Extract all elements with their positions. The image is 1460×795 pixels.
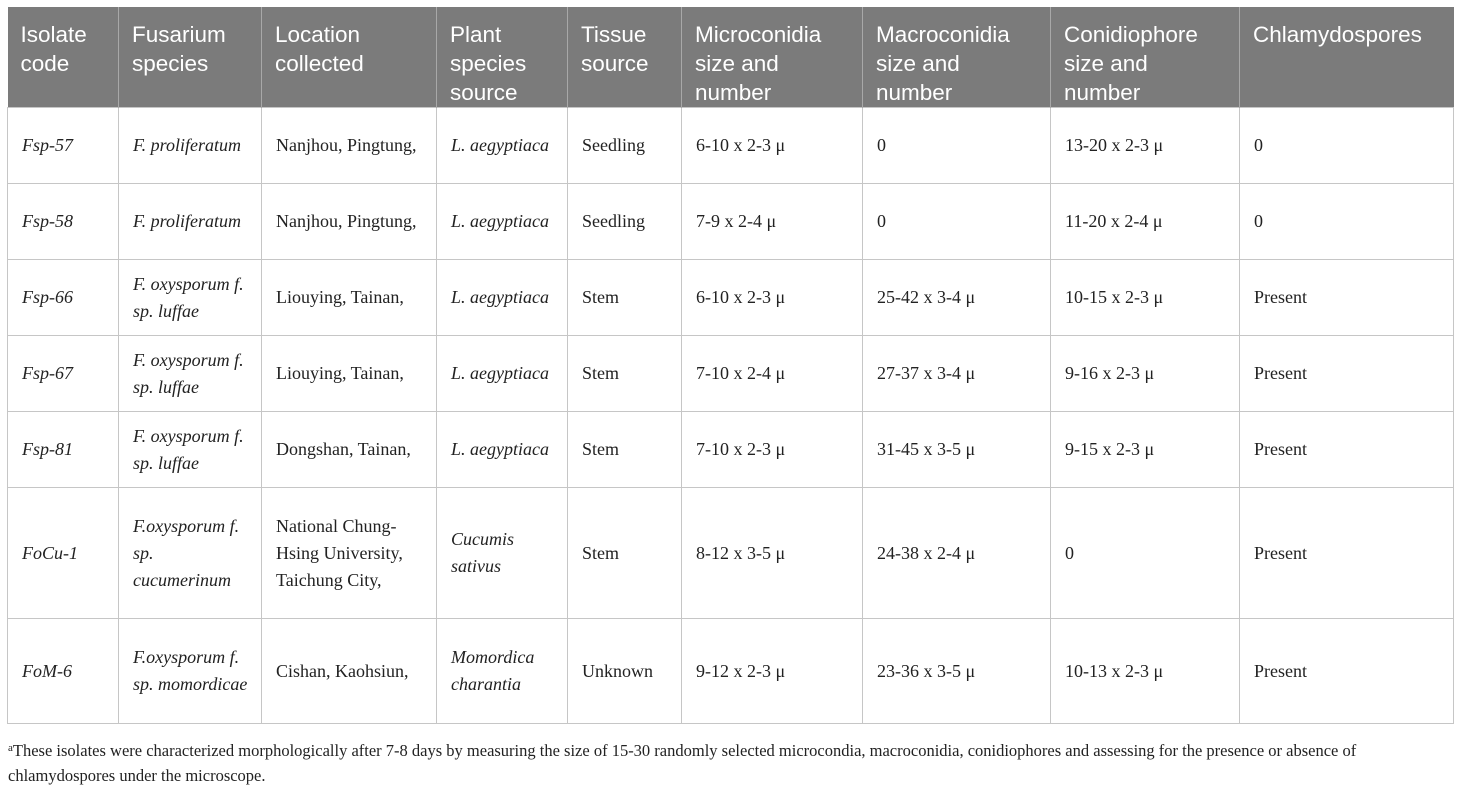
cell-isolate-code: FoCu-1 bbox=[8, 488, 119, 619]
isolate-table bbox=[7, 7, 1454, 724]
cell-conidiophore: 13-20 x 2-3 μ bbox=[1051, 108, 1240, 184]
cell-chlamydospores: 0 bbox=[1240, 184, 1454, 260]
cell-plant-species: L. aegyptiaca bbox=[437, 336, 568, 412]
cell-macroconidia: 27-37 x 3-4 μ bbox=[863, 336, 1051, 412]
cell-microconidia: 7-9 x 2-4 μ bbox=[682, 184, 863, 260]
cell-conidiophore: 9-16 x 2-3 μ bbox=[1051, 336, 1240, 412]
header-chlamydospores: Chlamydospores bbox=[1240, 7, 1454, 108]
cell-location: National Chung-Hsing University, Taichung City, bbox=[262, 488, 437, 619]
cell-isolate-code: Fsp-58 bbox=[8, 184, 119, 260]
cell-macroconidia: 23-36 x 3-5 μ bbox=[863, 619, 1051, 724]
table-row bbox=[8, 184, 1454, 260]
cell-location: Liouying, Tainan, bbox=[262, 336, 437, 412]
cell-fusarium-species: F. proliferatum bbox=[119, 184, 262, 260]
table-row bbox=[8, 336, 1454, 412]
header-plant-species-source: Plant species source bbox=[437, 7, 568, 108]
cell-isolate-code: Fsp-66 bbox=[8, 260, 119, 336]
cell-plant-species: L. aegyptiaca bbox=[437, 184, 568, 260]
cell-microconidia: 6-10 x 2-3 μ bbox=[682, 260, 863, 336]
table-row bbox=[8, 412, 1454, 488]
cell-location: Liouying, Tainan, bbox=[262, 260, 437, 336]
cell-plant-species: L. aegyptiaca bbox=[437, 260, 568, 336]
table-row bbox=[8, 260, 1454, 336]
footnote-marker: a bbox=[8, 742, 13, 754]
cell-fusarium-species: F.oxysporum f. sp. momordicae bbox=[119, 619, 262, 724]
footnote-text: These isolates were characterized morphologically after 7-8 days by measuring the size of 15-30 randomly selected microcondia, macroconidia, conidiophores and assessing for the presence or absence of chlamydospores under the microscope. bbox=[8, 741, 1357, 785]
cell-chlamydospores: Present bbox=[1240, 336, 1454, 412]
cell-plant-species: L. aegyptiaca bbox=[437, 412, 568, 488]
isolate-table-container bbox=[7, 7, 1453, 724]
cell-tissue: Stem bbox=[568, 260, 682, 336]
header-macroconidia: Macroconidia size and number bbox=[863, 7, 1051, 108]
header-isolate-code: Isolate code bbox=[8, 7, 119, 108]
cell-microconidia: 9-12 x 2-3 μ bbox=[682, 619, 863, 724]
header-tissue-source: Tissue source bbox=[568, 7, 682, 108]
cell-tissue: Stem bbox=[568, 412, 682, 488]
cell-chlamydospores: 0 bbox=[1240, 108, 1454, 184]
cell-tissue: Seedling bbox=[568, 184, 682, 260]
cell-chlamydospores: Present bbox=[1240, 488, 1454, 619]
cell-plant-species: Cucumis sativus bbox=[437, 488, 568, 619]
table-row bbox=[8, 488, 1454, 619]
cell-location: Cishan, Kaohsiun, bbox=[262, 619, 437, 724]
header-row bbox=[8, 7, 1454, 108]
header-location-collected: Location collected bbox=[262, 7, 437, 108]
cell-microconidia: 6-10 x 2-3 μ bbox=[682, 108, 863, 184]
cell-location: Dongshan, Tainan, bbox=[262, 412, 437, 488]
cell-tissue: Stem bbox=[568, 336, 682, 412]
cell-isolate-code: Fsp-81 bbox=[8, 412, 119, 488]
cell-location: Nanjhou, Pingtung, bbox=[262, 108, 437, 184]
cell-isolate-code: Fsp-57 bbox=[8, 108, 119, 184]
cell-conidiophore: 11-20 x 2-4 μ bbox=[1051, 184, 1240, 260]
cell-macroconidia: 0 bbox=[863, 184, 1051, 260]
header-conidiophore: Conidiophore size and number bbox=[1051, 7, 1240, 108]
cell-macroconidia: 31-45 x 3-5 μ bbox=[863, 412, 1051, 488]
cell-conidiophore: 9-15 x 2-3 μ bbox=[1051, 412, 1240, 488]
table-row bbox=[8, 108, 1454, 184]
cell-plant-species: Momordica charantia bbox=[437, 619, 568, 724]
cell-isolate-code: Fsp-67 bbox=[8, 336, 119, 412]
cell-chlamydospores: Present bbox=[1240, 619, 1454, 724]
table-footnote bbox=[8, 738, 1454, 788]
cell-fusarium-species: F. proliferatum bbox=[119, 108, 262, 184]
cell-conidiophore: 0 bbox=[1051, 488, 1240, 619]
cell-microconidia: 8-12 x 3-5 μ bbox=[682, 488, 863, 619]
header-fusarium-species: Fusarium species bbox=[119, 7, 262, 108]
cell-chlamydospores: Present bbox=[1240, 412, 1454, 488]
header-microconidia: Microconidia size and number bbox=[682, 7, 863, 108]
cell-tissue: Seedling bbox=[568, 108, 682, 184]
cell-conidiophore: 10-13 x 2-3 μ bbox=[1051, 619, 1240, 724]
cell-location: Nanjhou, Pingtung, bbox=[262, 184, 437, 260]
cell-fusarium-species: F. oxysporum f. sp. luffae bbox=[119, 260, 262, 336]
cell-microconidia: 7-10 x 2-3 μ bbox=[682, 412, 863, 488]
cell-fusarium-species: F. oxysporum f. sp. luffae bbox=[119, 412, 262, 488]
table-row bbox=[8, 619, 1454, 724]
cell-macroconidia: 25-42 x 3-4 μ bbox=[863, 260, 1051, 336]
cell-tissue: Unknown bbox=[568, 619, 682, 724]
cell-fusarium-species: F.oxysporum f. sp. cucumerinum bbox=[119, 488, 262, 619]
cell-macroconidia: 0 bbox=[863, 108, 1051, 184]
cell-microconidia: 7-10 x 2-4 μ bbox=[682, 336, 863, 412]
cell-fusarium-species: F. oxysporum f. sp. luffae bbox=[119, 336, 262, 412]
cell-conidiophore: 10-15 x 2-3 μ bbox=[1051, 260, 1240, 336]
cell-plant-species: L. aegyptiaca bbox=[437, 108, 568, 184]
cell-tissue: Stem bbox=[568, 488, 682, 619]
cell-isolate-code: FoM-6 bbox=[8, 619, 119, 724]
cell-macroconidia: 24-38 x 2-4 μ bbox=[863, 488, 1051, 619]
cell-chlamydospores: Present bbox=[1240, 260, 1454, 336]
